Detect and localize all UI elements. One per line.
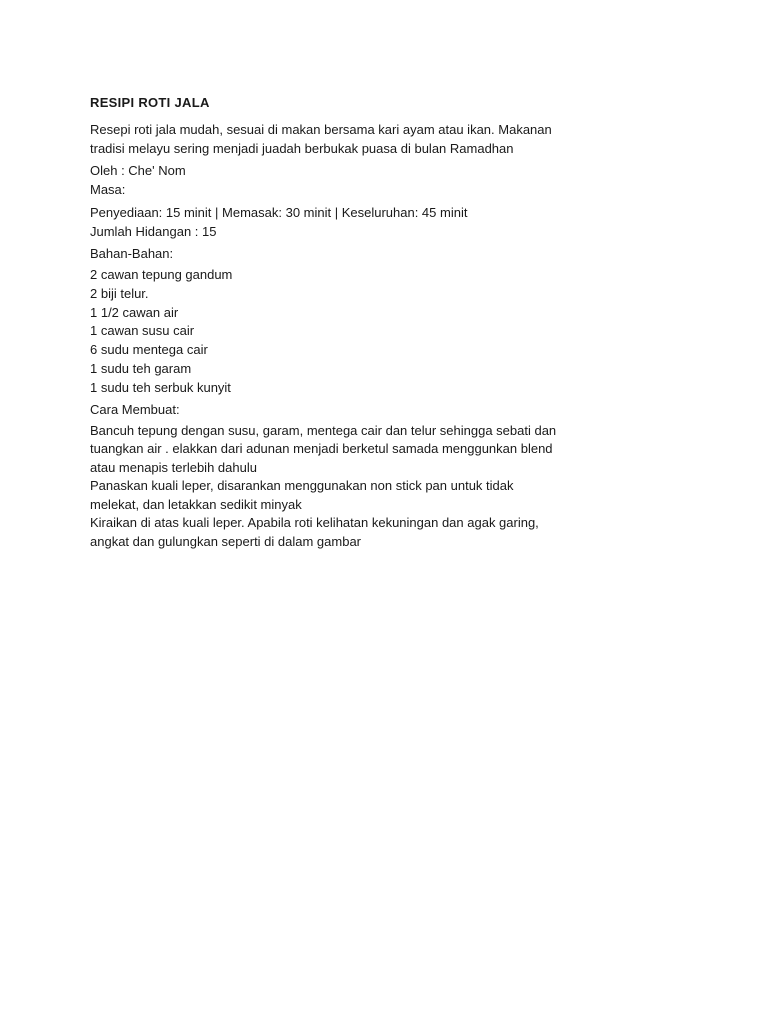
- ingredient-item: 1 cawan susu cair: [90, 323, 195, 339]
- method-line: tuangkan air . elakkan dari adunan menjadi berketul samada menggunkan blend: [90, 441, 553, 457]
- method-line: Bancuh tepung dengan susu, garam, mentega cair dan telur sehingga sebati dan: [90, 422, 557, 438]
- ingredient-item: 1 sudu teh serbuk kunyit: [90, 379, 231, 395]
- method-line: Panaskan kuali leper, disarankan menggunakan non stick pan untuk tidak: [90, 478, 514, 494]
- ingredient-item: 1 sudu teh garam: [90, 360, 192, 376]
- method-heading: Cara Membuat:: [90, 401, 180, 417]
- method-line: Kiraikan di atas kuali leper. Apabila roti kelihatan kekuningan dan agak garing,: [90, 515, 539, 531]
- intro-line: tradisi melayu sering menjadi juadah berbukak puasa di bulan Ramadhan: [90, 140, 514, 156]
- ingredient-item: 6 sudu mentega cair: [90, 342, 208, 358]
- document-page: [90, 94, 690, 555]
- ingredients-list: [90, 266, 690, 398]
- method-line: atau menapis terlebih dahulu: [90, 459, 257, 475]
- method-line: melekat, dan letakkan sedikit minyak: [90, 496, 302, 512]
- recipe-title: RESIPI ROTI JALA: [90, 95, 210, 110]
- method-section: [90, 422, 690, 552]
- author-block: [90, 162, 690, 199]
- ingredient-item: 2 biji telur.: [90, 285, 149, 301]
- timing-line: Penyediaan: 15 minit | Memasak: 30 minit | Keseluruhan: 45 minit: [90, 205, 468, 220]
- ingredients-heading: Bahan-Bahan:: [90, 246, 174, 261]
- intro-paragraph: [90, 121, 690, 158]
- method-line: angkat dan gulungkan seperti di dalam gambar: [90, 533, 362, 549]
- intro-line: Resepi roti jala mudah, sesuai di makan bersama kari ayam atau ikan. Makanan: [90, 122, 552, 137]
- timing-block: [90, 204, 690, 241]
- ingredient-item: 2 cawan tepung gandum: [90, 267, 233, 282]
- masa-label: Masa:: [90, 181, 126, 197]
- ingredient-item: 1 1/2 cawan air: [90, 304, 179, 320]
- author-line: Oleh : Che' Nom: [90, 163, 186, 178]
- servings-line: Jumlah Hidangan : 15: [90, 223, 217, 239]
